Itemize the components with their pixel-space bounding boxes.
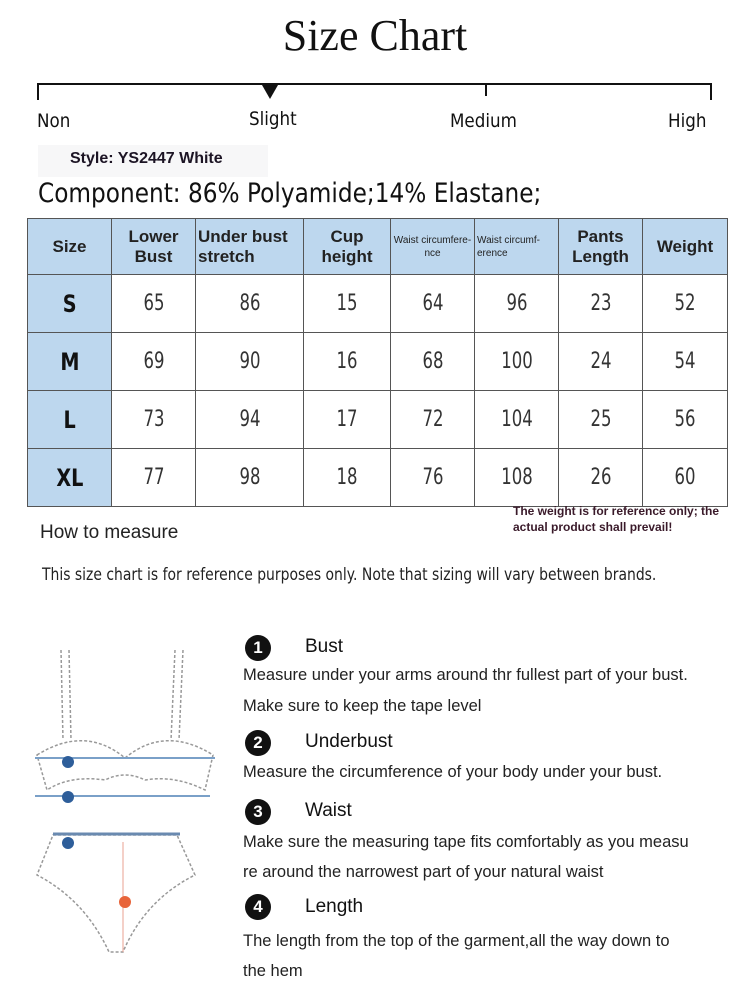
step-3-text-line-1: Make sure the measuring tape fits comfortably as you measu	[243, 833, 689, 851]
table-cell	[196, 449, 304, 507]
table-cell	[304, 391, 391, 449]
marker-1-icon	[62, 756, 74, 768]
table-cell	[475, 333, 559, 391]
cell-value: 60	[674, 465, 696, 490]
header-lower-bust: Lower Bust	[112, 219, 196, 275]
cell-value: 96	[506, 291, 527, 316]
table-cell	[391, 275, 475, 333]
table-row	[28, 391, 728, 449]
table-cell	[475, 449, 559, 507]
cell-value: 69	[143, 349, 164, 374]
cell-value: 90	[239, 349, 260, 374]
step-3-title: Waist	[305, 800, 352, 821]
cell-value: 25	[590, 407, 611, 432]
step-4-number-icon: 4	[245, 894, 271, 920]
table-row	[28, 449, 728, 507]
step-4-text-line-1: The length from the top of the garment,all the way down to	[243, 932, 670, 950]
table-row	[28, 333, 728, 391]
cell-value: 24	[590, 349, 611, 374]
table-cell	[391, 449, 475, 507]
size-label: L	[63, 405, 76, 434]
header-under-bust-stretch: Under bust stretch	[196, 219, 304, 275]
size-table	[27, 218, 728, 507]
garment-illustration	[25, 630, 225, 980]
size-cell	[28, 275, 112, 333]
table-cell	[391, 391, 475, 449]
table-cell	[475, 391, 559, 449]
how-to-measure-title: How to measure	[40, 522, 179, 543]
cell-value: 77	[143, 465, 164, 490]
cell-value: 65	[143, 291, 164, 316]
stretch-indicator-icon	[262, 85, 278, 99]
table-cell	[391, 333, 475, 391]
scale-tick-non	[37, 83, 39, 100]
cell-value: 56	[674, 407, 696, 432]
left-strap	[61, 650, 71, 740]
cell-value: 26	[590, 465, 611, 490]
step-4-title: Length	[305, 896, 364, 917]
cell-value: 108	[500, 465, 533, 490]
size-cell	[28, 391, 112, 449]
table-cell	[112, 449, 196, 507]
table-cell	[196, 391, 304, 449]
table-cell	[643, 275, 728, 333]
size-label: XL	[55, 463, 84, 492]
step-1-text-line-1: Measure under your arms around thr fullest part of your bust.	[243, 666, 688, 684]
step-3-number-icon: 3	[245, 799, 271, 825]
marker-3-icon	[62, 837, 74, 849]
step-4-text-line-2: the hem	[243, 962, 303, 980]
size-cell	[28, 333, 112, 391]
briefs	[37, 835, 195, 952]
marker-4-icon	[119, 896, 131, 908]
table-cell	[643, 449, 728, 507]
table-cell	[559, 449, 643, 507]
cell-value: 72	[422, 407, 443, 432]
size-label: M	[59, 347, 80, 376]
scale-tick-high	[710, 83, 712, 100]
step-1-text-line-2: Make sure to keep the tape level	[243, 697, 482, 715]
table-cell	[196, 333, 304, 391]
page-title: Size Chart	[282, 11, 468, 60]
scale-label-high: High	[668, 110, 707, 132]
cell-value: 23	[590, 291, 611, 316]
table-cell	[304, 449, 391, 507]
cell-value: 100	[500, 349, 533, 374]
cell-value: 18	[336, 465, 358, 490]
cell-value: 73	[143, 407, 164, 432]
cell-value: 94	[239, 407, 260, 432]
right-strap	[171, 650, 183, 740]
cell-value: 104	[500, 407, 533, 432]
scale-label-medium: Medium	[450, 110, 517, 132]
table-cell	[304, 275, 391, 333]
scale-label-non: Non	[37, 110, 71, 132]
table-cell	[112, 275, 196, 333]
component-text: Component: 86% Polyamide;14% Elastane;	[38, 178, 542, 209]
step-1-number-icon: 1	[245, 635, 271, 661]
cell-value: 54	[674, 349, 696, 374]
header-size: Size	[28, 219, 112, 275]
table-cell	[196, 275, 304, 333]
cell-value: 17	[336, 407, 358, 432]
step-2-number-icon: 2	[245, 730, 271, 756]
table-cell	[112, 391, 196, 449]
table-cell	[559, 275, 643, 333]
cell-value: 76	[422, 465, 443, 490]
size-cell	[28, 449, 112, 507]
table-cell	[112, 333, 196, 391]
table-cell	[643, 333, 728, 391]
scale-tick-medium	[485, 83, 487, 96]
cell-value: 52	[674, 291, 696, 316]
step-2-text-line-1: Measure the circumference of your body under your bust.	[243, 763, 663, 781]
scale-label-slight: Slight	[249, 108, 297, 130]
table-cell	[304, 333, 391, 391]
table-row	[28, 275, 728, 333]
header-waist-circumference: Waist circumfere-nce	[391, 219, 475, 275]
size-label: S	[62, 289, 77, 318]
cell-value: 16	[336, 349, 358, 374]
header-waist-circumference-2: Waist circumf-erence	[475, 219, 559, 275]
table-cell	[559, 391, 643, 449]
style-label: Style: YS2447 White	[70, 150, 223, 167]
cell-value: 98	[239, 465, 260, 490]
step-3-text-line-2: re around the narrowest part of your natural waist	[243, 863, 604, 881]
disclaimer-text: This size chart is for reference purposes only. Note that sizing will vary between brands.	[42, 565, 657, 585]
step-1-title: Bust	[305, 636, 344, 657]
marker-2-icon	[62, 791, 74, 803]
cell-value: 15	[336, 291, 358, 316]
header-pants-length: Pants Length	[559, 219, 643, 275]
table-header-row	[28, 219, 728, 275]
cell-value: 64	[422, 291, 443, 316]
weight-note: The weight is for reference only; the actual product shall prevail!	[513, 504, 720, 534]
header-weight: Weight	[643, 219, 728, 275]
step-2-title: Underbust	[305, 731, 393, 752]
table-cell	[643, 391, 728, 449]
header-cup-height: Cup height	[304, 219, 391, 275]
table-cell	[559, 333, 643, 391]
cell-value: 86	[239, 291, 260, 316]
stretch-scale-line	[37, 83, 712, 85]
table-cell	[475, 275, 559, 333]
cell-value: 68	[422, 349, 443, 374]
